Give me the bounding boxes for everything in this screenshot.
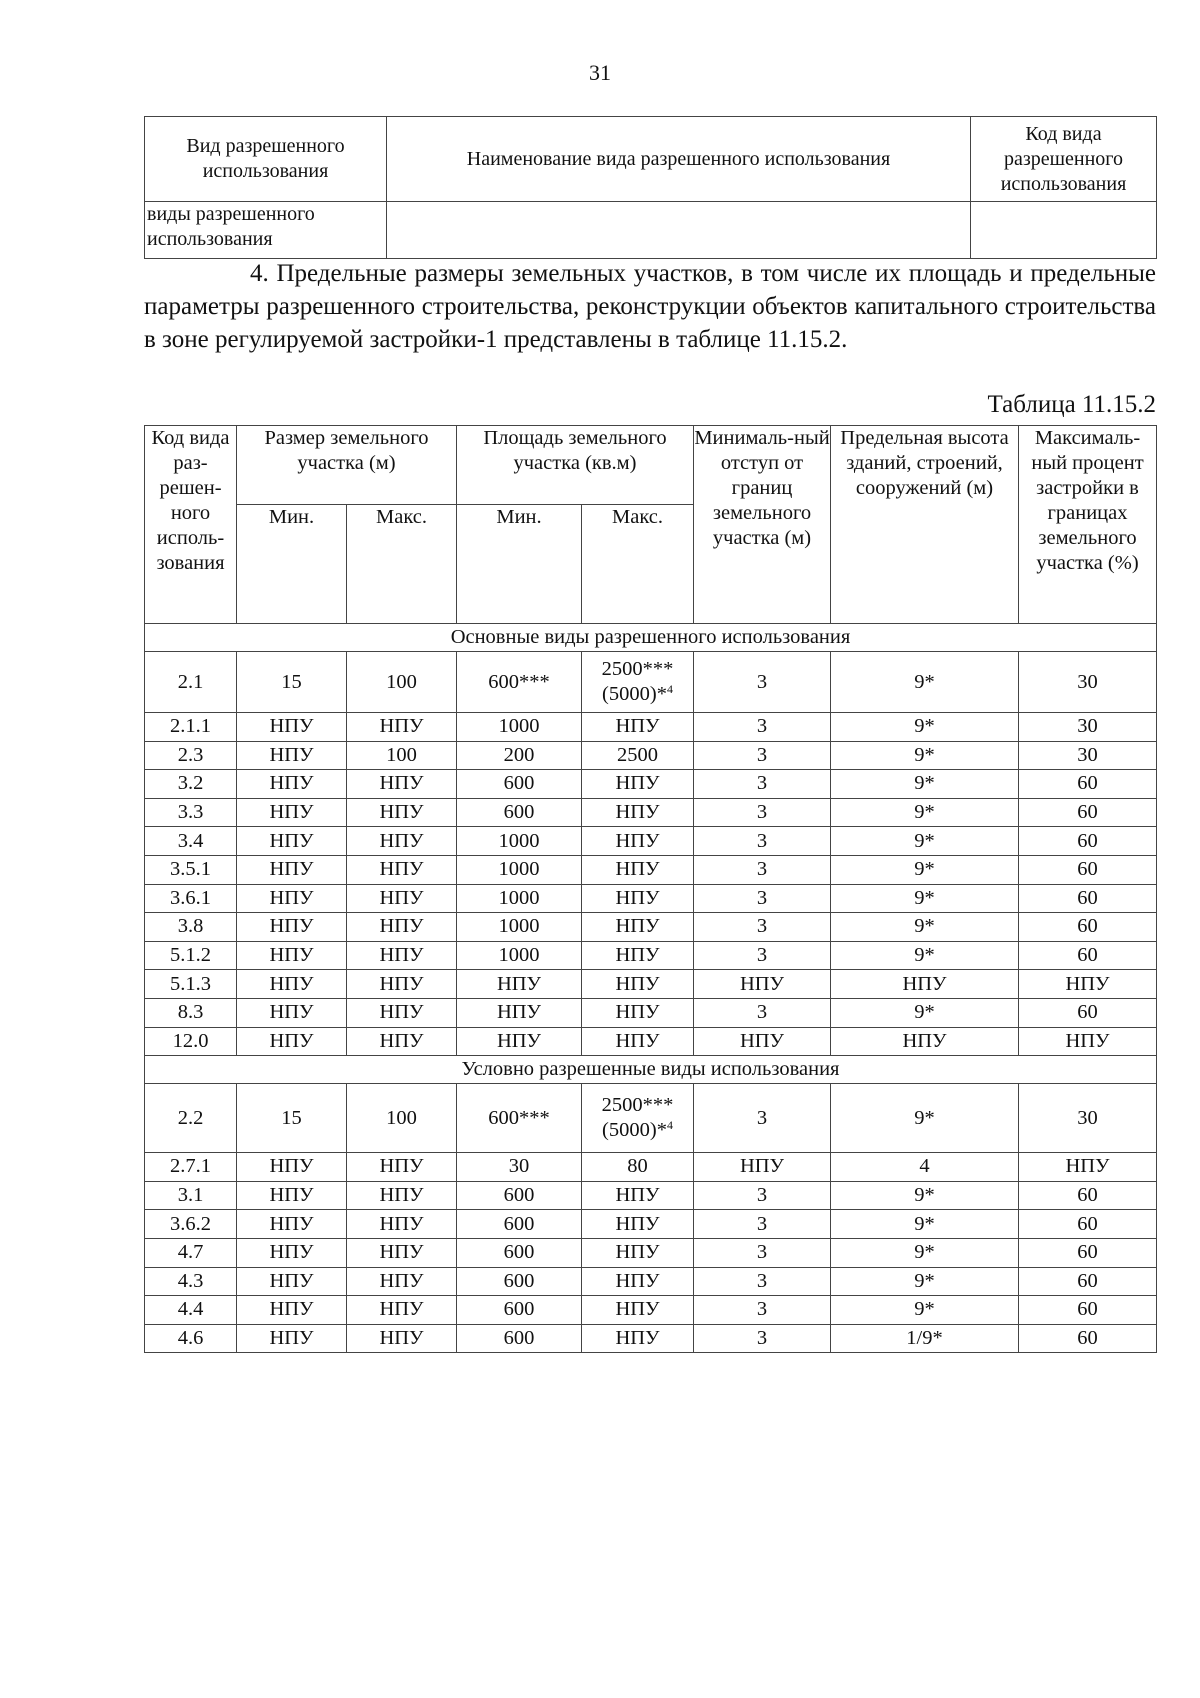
table-cell: НПУ (237, 1153, 347, 1182)
table-cell: 60 (1019, 1238, 1157, 1267)
table-cell: 1/9* (831, 1324, 1019, 1353)
header-area-min: Мин. (457, 505, 582, 624)
table-cell: НПУ (582, 884, 694, 913)
page-number: 31 (589, 60, 611, 85)
table-cell: 9* (831, 1181, 1019, 1210)
table-cell: 12.0 (145, 1027, 237, 1056)
table-cell: 9* (831, 1238, 1019, 1267)
header-plot-size: Размер земельного участка (м) (237, 426, 457, 505)
table-cell: НПУ (582, 770, 694, 799)
table-cell: НПУ (237, 1027, 347, 1056)
table-cell: НПУ (347, 770, 457, 799)
table-cell: 9* (831, 1084, 1019, 1153)
table-cell: НПУ (457, 970, 582, 999)
table-cell: 600 (457, 798, 582, 827)
table-cell: 3.6.2 (145, 1210, 237, 1239)
table-cell: 100 (347, 1084, 457, 1153)
table-cell: НПУ (582, 913, 694, 942)
table-cell: НПУ (347, 913, 457, 942)
table-cell: 30 (1019, 713, 1157, 742)
table-cell: НПУ (582, 855, 694, 884)
table-cell: 600 (457, 1210, 582, 1239)
table-cell: НПУ (582, 713, 694, 742)
table-cell: НПУ (582, 941, 694, 970)
table-cell: НПУ (347, 970, 457, 999)
table-cell: 3.8 (145, 913, 237, 942)
table-cell: 60 (1019, 1324, 1157, 1353)
table-cell: 600*** (457, 1084, 582, 1153)
table-cell: 3 (694, 913, 831, 942)
table-cell: 9* (831, 1267, 1019, 1296)
table-cell: 15 (237, 652, 347, 713)
header-area-max: Макс. (582, 505, 694, 624)
table-cell: НПУ (237, 1296, 347, 1325)
table-cell: НПУ (237, 998, 347, 1027)
table-cell: 9* (831, 713, 1019, 742)
table-cell: 5.1.3 (145, 970, 237, 999)
table-cell: НПУ (237, 798, 347, 827)
table-row (145, 713, 1157, 742)
table-cell: НПУ (582, 1181, 694, 1210)
table-row (145, 941, 1157, 970)
table-cell: 3.2 (145, 770, 237, 799)
table-cell: 3 (694, 998, 831, 1027)
header-height: Предельная высота зданий, строений, сооружений (м) (831, 426, 1019, 624)
table-cell: НПУ (582, 998, 694, 1027)
table-cell: НПУ (582, 1267, 694, 1296)
table-cell: НПУ (237, 1181, 347, 1210)
table-cell: 100 (347, 741, 457, 770)
table-cell: 3 (694, 1181, 831, 1210)
table-cell: 600 (457, 1296, 582, 1325)
table-cell: 3 (694, 652, 831, 713)
table-cell: НПУ (237, 770, 347, 799)
table-row (145, 827, 1157, 856)
table-cell: 9* (831, 770, 1019, 799)
table-cell: 3 (694, 855, 831, 884)
table-cell: 1000 (457, 713, 582, 742)
table-cell: НПУ (582, 1238, 694, 1267)
table-cell: 600 (457, 1238, 582, 1267)
table-cell: 15 (237, 1084, 347, 1153)
table-cell: НПУ (347, 1267, 457, 1296)
header-size-max: Макс. (347, 505, 457, 624)
table-row (145, 741, 1157, 770)
table-row (145, 1210, 1157, 1239)
table-cell: 3.5.1 (145, 855, 237, 884)
table-cell: 100 (347, 652, 457, 713)
table-cell: 600 (457, 1181, 582, 1210)
table-cell: 9* (831, 884, 1019, 913)
table-cell: 30 (457, 1153, 582, 1182)
table-cell: 9* (831, 1210, 1019, 1239)
table-cell: НПУ (347, 1210, 457, 1239)
table-cell: НПУ (347, 1238, 457, 1267)
section-conditional: Условно разрешенные виды использования (145, 1056, 1157, 1084)
table-cell: 1000 (457, 855, 582, 884)
table-cell: 3 (694, 798, 831, 827)
table-cell: 1000 (457, 827, 582, 856)
paragraph-4: 4. Предельные размеры земельных участков, в том числе их площадь и предельные параметры разрешенного строительства, реконструкции объектов капитального строительства в зоне регулируемой застройки-1 представлены в таблице 11.15.2. (144, 260, 1156, 353)
table-cell: НПУ (237, 941, 347, 970)
table-cell: 3 (694, 1267, 831, 1296)
table-cell: 60 (1019, 1181, 1157, 1210)
table-cell: 3 (694, 827, 831, 856)
table-cell: 4.3 (145, 1267, 237, 1296)
table-row (145, 1296, 1157, 1325)
table-row (145, 913, 1157, 942)
table-cell: 9* (831, 652, 1019, 713)
table-cell: 3 (694, 741, 831, 770)
table-cell: НПУ (582, 798, 694, 827)
table-cell: 9* (831, 741, 1019, 770)
table-cell: 3.1 (145, 1181, 237, 1210)
table-cell: 1000 (457, 941, 582, 970)
empty-cell (387, 202, 971, 259)
table-cell: НПУ (347, 998, 457, 1027)
table-cell: 1000 (457, 884, 582, 913)
table-cell: 3 (694, 1296, 831, 1325)
header-use-type: Вид разрешенного использования (145, 117, 387, 202)
header-use-name: Наименование вида разрешенного использования (387, 117, 971, 202)
table-cell: 3 (694, 1324, 831, 1353)
header-code: Код вида раз-решен-ного исполь-зования (145, 426, 237, 624)
table-cell: 2.3 (145, 741, 237, 770)
table-cell: 200 (457, 741, 582, 770)
header-use-code: Код вида разрешенного использования (971, 117, 1157, 202)
table-cell: НПУ (694, 1027, 831, 1056)
table-cell: 60 (1019, 855, 1157, 884)
table-cell: НПУ (831, 970, 1019, 999)
table-cell: 2500 (582, 741, 694, 770)
table-cell: 4.6 (145, 1324, 237, 1353)
table-cell: 2.2 (145, 1084, 237, 1153)
table-row (145, 1027, 1157, 1056)
table-cell: 60 (1019, 884, 1157, 913)
table-cell: НПУ (582, 1324, 694, 1353)
table-cell: НПУ (347, 827, 457, 856)
table-cell: НПУ (237, 913, 347, 942)
table-cell (582, 1084, 694, 1153)
table-cell: 80 (582, 1153, 694, 1182)
table-cell: НПУ (237, 1210, 347, 1239)
table-cell: 9* (831, 827, 1019, 856)
table-cell: 2.1 (145, 652, 237, 713)
table-cell: НПУ (1019, 970, 1157, 999)
table-caption: Таблица 11.15.2 (987, 391, 1156, 418)
permitted-use-table (144, 116, 1157, 259)
table-cell: 4.4 (145, 1296, 237, 1325)
table-cell: НПУ (347, 798, 457, 827)
cell-footnote-value: (5000)*$^4$ (602, 682, 673, 705)
table-cell: 3 (694, 713, 831, 742)
table-cell: НПУ (347, 1153, 457, 1182)
table-row (145, 998, 1157, 1027)
table-cell: НПУ (237, 827, 347, 856)
cell-value: 2500*** (601, 1094, 674, 1117)
table-cell (582, 652, 694, 713)
table-row (145, 770, 1157, 799)
table-cell: 9* (831, 941, 1019, 970)
table-cell: 9* (831, 998, 1019, 1027)
header-coverage: Максималь-ный процент застройки в границах земельного участка (%) (1019, 426, 1157, 624)
table-cell: НПУ (347, 941, 457, 970)
table-cell: 5.1.2 (145, 941, 237, 970)
table-cell: 60 (1019, 913, 1157, 942)
header-setback: Минималь-ный отступ от границ земельного участка (м) (694, 426, 831, 624)
table-cell: НПУ (1019, 1027, 1157, 1056)
table-cell: НПУ (831, 1027, 1019, 1056)
table-cell: 3.3 (145, 798, 237, 827)
table-cell: НПУ (237, 1267, 347, 1296)
table-cell: НПУ (237, 1238, 347, 1267)
table-cell: НПУ (457, 998, 582, 1027)
table-cell: 60 (1019, 1210, 1157, 1239)
cell-footnote-value: (5000)*$^4$ (602, 1118, 673, 1142)
table-cell: 3 (694, 1210, 831, 1239)
section-main: Основные виды разрешенного использования (145, 624, 1157, 652)
table-cell: 600 (457, 770, 582, 799)
table-cell: НПУ (1019, 1153, 1157, 1182)
table-cell: 4.7 (145, 1238, 237, 1267)
header-size-min: Мин. (237, 505, 347, 624)
table-cell: 3 (694, 941, 831, 970)
table-cell: НПУ (347, 1181, 457, 1210)
table-cell: НПУ (347, 884, 457, 913)
table-cell: НПУ (347, 713, 457, 742)
table-cell: 3 (694, 1238, 831, 1267)
empty-cell (971, 202, 1157, 259)
table-cell: 2.1.1 (145, 713, 237, 742)
header-plot-area: Площадь земельного участка (кв.м) (457, 426, 694, 505)
table-row (145, 970, 1157, 999)
table-cell: 60 (1019, 1267, 1157, 1296)
table-row (145, 1238, 1157, 1267)
table-cell: 3 (694, 1084, 831, 1153)
table-row (145, 1267, 1157, 1296)
table-cell: НПУ (582, 1027, 694, 1056)
table-cell: 3.6.1 (145, 884, 237, 913)
cell-value: 2500*** (601, 658, 674, 680)
table-row (145, 855, 1157, 884)
table-cell: НПУ (237, 713, 347, 742)
table-row (145, 1324, 1157, 1353)
limits-table (144, 425, 1157, 1353)
table-cell: НПУ (237, 741, 347, 770)
table-cell: 60 (1019, 1296, 1157, 1325)
row-label: виды разрешенного использования (145, 202, 387, 259)
table-cell: НПУ (582, 1210, 694, 1239)
table-cell: НПУ (457, 1027, 582, 1056)
table-cell: НПУ (582, 827, 694, 856)
table-cell: НПУ (694, 1153, 831, 1182)
table-cell: 600 (457, 1324, 582, 1353)
table-cell: 60 (1019, 827, 1157, 856)
table-cell: НПУ (347, 1027, 457, 1056)
table-cell: 3 (694, 884, 831, 913)
table-cell: 30 (1019, 652, 1157, 713)
table-cell: НПУ (347, 1324, 457, 1353)
table-cell: 30 (1019, 741, 1157, 770)
table-cell: 8.3 (145, 998, 237, 1027)
table-cell: НПУ (694, 970, 831, 999)
table-cell: 600 (457, 1267, 582, 1296)
table-cell: НПУ (237, 884, 347, 913)
table-cell: 60 (1019, 998, 1157, 1027)
table-cell: НПУ (582, 1296, 694, 1325)
table-row (145, 1181, 1157, 1210)
table-cell: НПУ (347, 855, 457, 884)
table-cell: 9* (831, 798, 1019, 827)
table-cell: НПУ (582, 970, 694, 999)
table-cell: НПУ (237, 855, 347, 884)
table-cell: 3.4 (145, 827, 237, 856)
table-cell: НПУ (237, 1324, 347, 1353)
table-cell: 60 (1019, 941, 1157, 970)
table-row (145, 1084, 1157, 1153)
table-cell: НПУ (237, 970, 347, 999)
table-cell: 3 (694, 770, 831, 799)
table-cell: 1000 (457, 913, 582, 942)
table-cell: НПУ (347, 1296, 457, 1325)
table-row (145, 1153, 1157, 1182)
table-cell: 4 (831, 1153, 1019, 1182)
table-row (145, 884, 1157, 913)
table-cell: 2.7.1 (145, 1153, 237, 1182)
table-cell: 30 (1019, 1084, 1157, 1153)
table-cell: 600*** (457, 652, 582, 713)
table-row (145, 798, 1157, 827)
table-cell: 60 (1019, 770, 1157, 799)
table-cell: 9* (831, 913, 1019, 942)
table-cell: 9* (831, 855, 1019, 884)
table-cell: 60 (1019, 798, 1157, 827)
table-row (145, 652, 1157, 713)
table-cell: 9* (831, 1296, 1019, 1325)
